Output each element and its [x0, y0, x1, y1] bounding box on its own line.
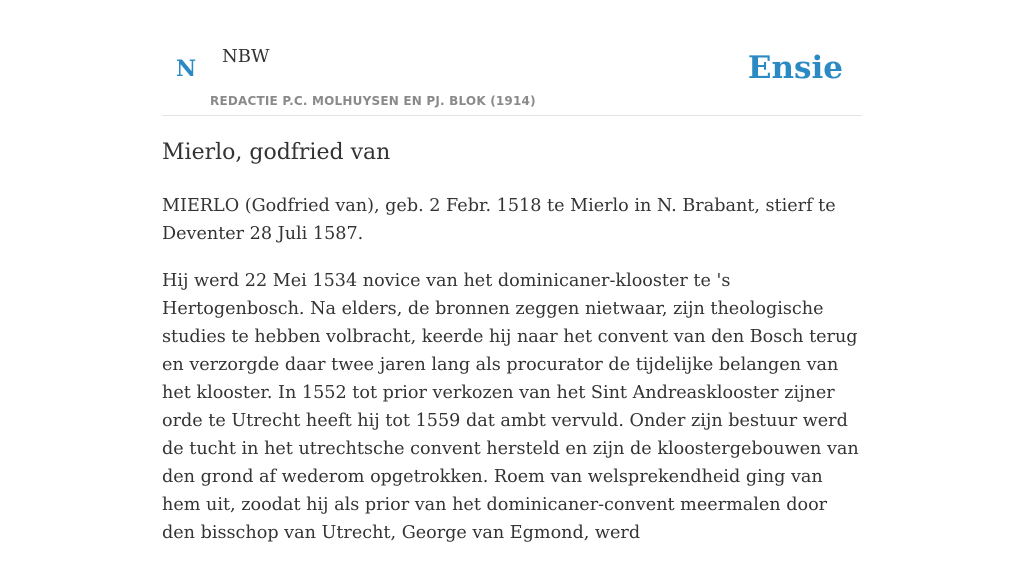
- article-paragraph: MIERLO (Godfried van), geb. 2 Febr. 1518 te Mierlo in N. Brabant, stierf te Deventer 28 Juli 1587.: [162, 196, 836, 244]
- ensie-logo[interactable]: Ensie: [747, 50, 843, 86]
- article-body: [162, 192, 862, 566]
- site-header: [162, 0, 862, 116]
- source-badge: N: [176, 56, 197, 82]
- source-subtitle: REDACTIE P.C. MOLHUYSEN EN PJ. BLOK (1914): [210, 94, 536, 108]
- article-title: Mierlo, godfried van: [162, 140, 391, 165]
- article-paragraph: Hij werd 22 Mei 1534 novice van het dominicaner-klooster te 's Hertogenbosch. Na elders, de bronnen zeggen nietwaar, zijn theologische studies te hebben volbracht, keerde hij naar het convent van den Bosch terug en verzorgde daar twee jaren lang als procurator de tijdelijke belangen van het klooster. In 1552 tot prior verkozen van het Sint Andreasklooster zijner orde te Utrecht heeft hij tot 1559 dat ambt vervuld. Onder zijn bestuur werd de tucht in het utrechtsche convent hersteld en zijn de kloostergebouwen van den grond af wederom opgetrokken. Roem van welsprekendheid ging van hem uit, zoodat hij als prior van het dominicaner-convent meermalen door den bisschop van Utrecht, George van Egmond, werd: [162, 271, 859, 543]
- source-name[interactable]: NBW: [222, 46, 270, 67]
